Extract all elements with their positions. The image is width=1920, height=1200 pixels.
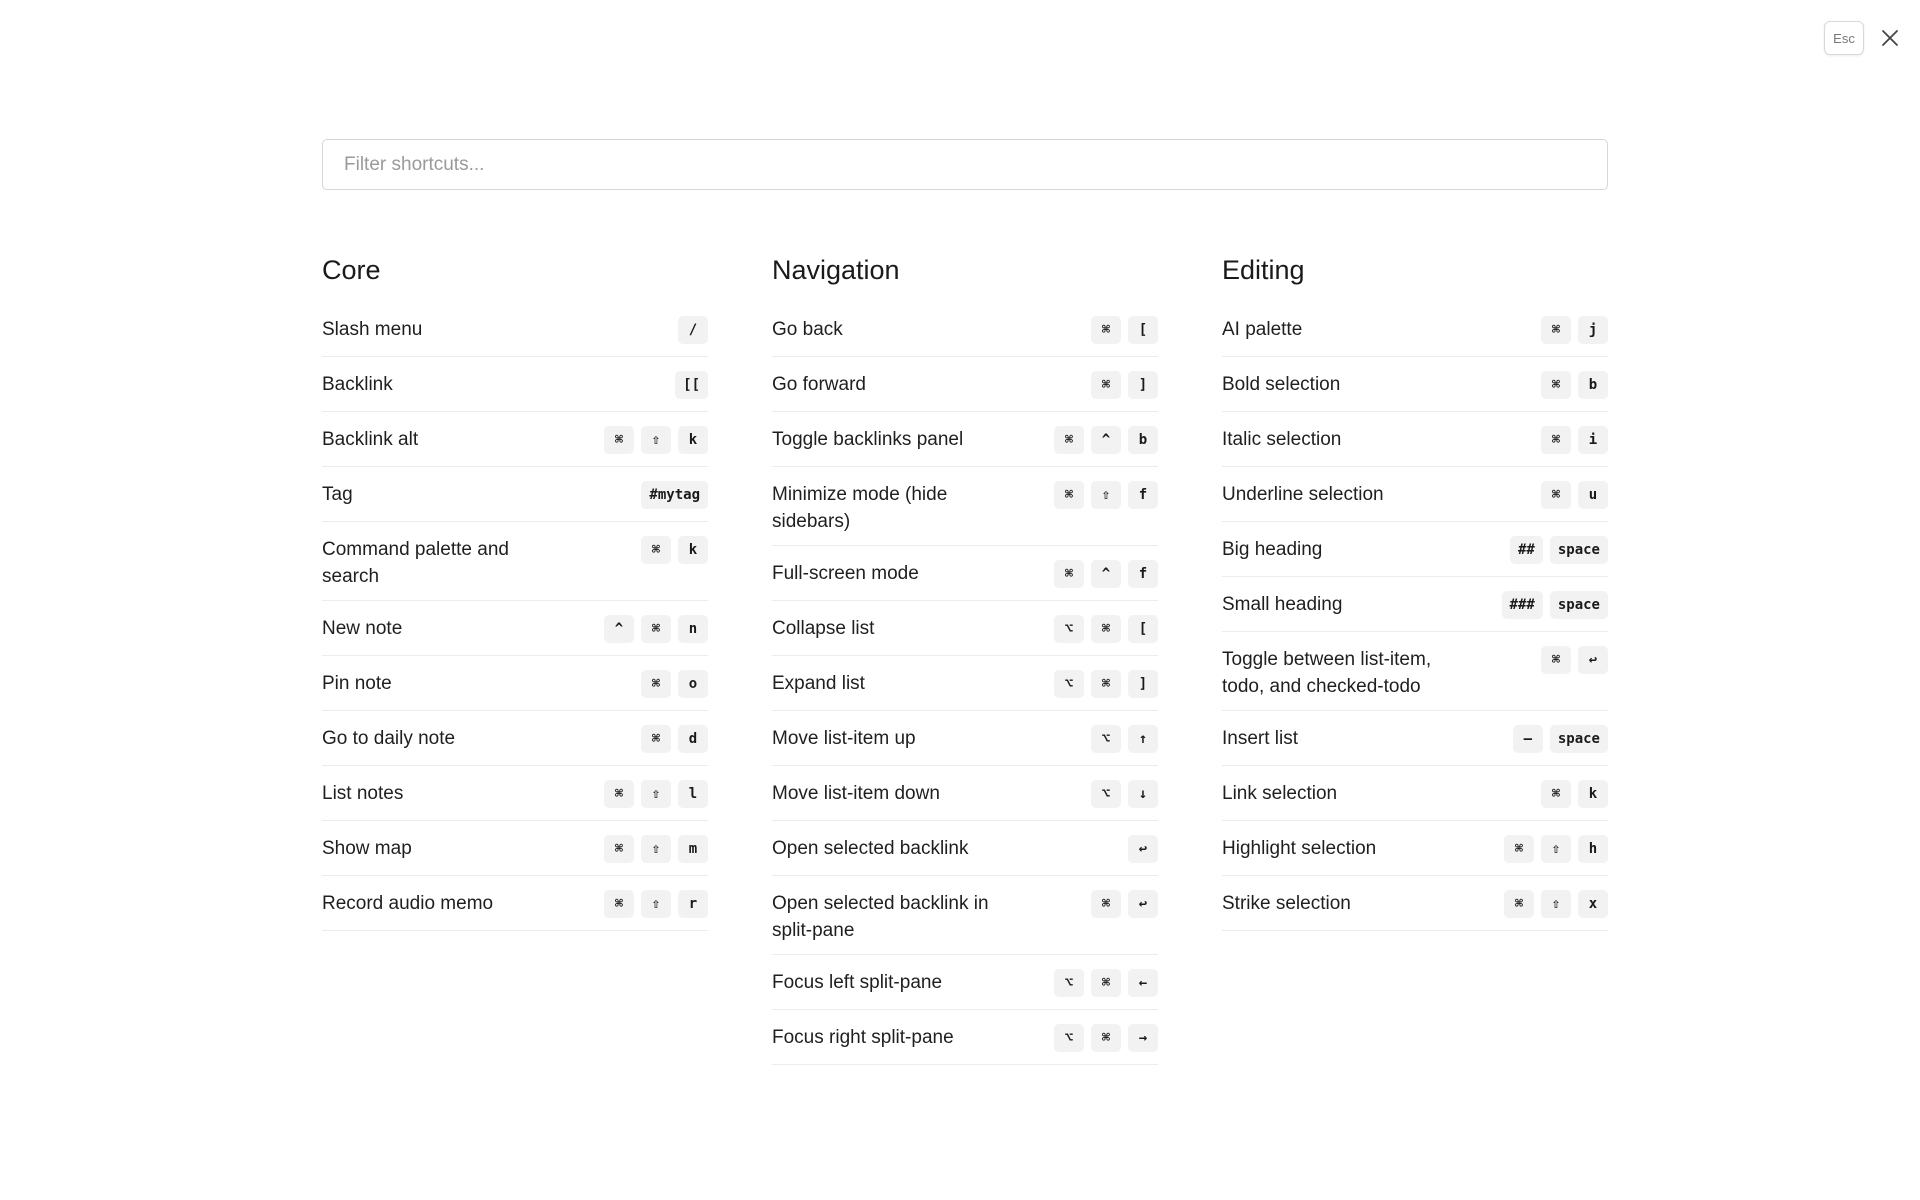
shortcut-row [322, 467, 708, 522]
key-cap: → [1128, 1024, 1158, 1052]
shortcut-row [1222, 412, 1608, 467]
shortcut-keys [1513, 722, 1608, 753]
key-cap: ⇧ [1541, 890, 1571, 918]
shortcut-keys [1054, 478, 1158, 509]
search-container [322, 139, 1608, 190]
shortcut-row [1222, 632, 1608, 711]
key-cap: ] [1128, 670, 1158, 698]
shortcut-keys [1541, 368, 1608, 399]
shortcut-label: New note [322, 618, 403, 639]
key-cap: ⇧ [641, 426, 671, 454]
shortcut-label: Small heading [1222, 594, 1343, 615]
shortcut-row [1222, 711, 1608, 766]
shortcut-row [322, 357, 708, 412]
key-cap: ⌥ [1054, 615, 1084, 643]
shortcut-row [772, 546, 1158, 601]
key-cap: ] [1128, 371, 1158, 399]
key-cap: ⇧ [1541, 835, 1571, 863]
key-cap: h [1578, 835, 1608, 863]
shortcut-keys [641, 478, 708, 509]
key-cap: ⌘ [641, 725, 671, 753]
key-cap: ⌘ [1054, 481, 1084, 509]
key-cap: [ [1128, 615, 1158, 643]
shortcut-row [1222, 467, 1608, 522]
key-cap: ⌘ [1091, 969, 1121, 997]
key-cap: ⌘ [641, 536, 671, 564]
shortcut-keys [1541, 423, 1608, 454]
key-cap: ⌥ [1054, 670, 1084, 698]
shortcut-label: Focus right split-pane [772, 1027, 954, 1048]
shortcut-keys [1502, 588, 1608, 619]
close-button[interactable] [1878, 26, 1902, 50]
shortcut-keys [1504, 887, 1608, 918]
shortcut-keys [604, 777, 708, 808]
shortcut-label: Move list-item down [772, 783, 940, 804]
shortcut-row [1222, 876, 1608, 931]
key-cap: ⌘ [1091, 890, 1121, 918]
shortcut-keys [604, 832, 708, 863]
key-cap: ⌘ [1091, 1024, 1121, 1052]
column-navigation [772, 252, 1158, 1065]
shortcut-label: Open selected backlink [772, 838, 969, 859]
column-core [322, 252, 708, 1065]
key-cap: ⌥ [1091, 780, 1121, 808]
shortcut-label: Insert list [1222, 728, 1299, 749]
shortcut-row [1222, 577, 1608, 632]
key-cap: ⌘ [1054, 426, 1084, 454]
key-cap: ⇧ [641, 835, 671, 863]
key-cap: k [678, 426, 708, 454]
key-cap: ⌘ [604, 780, 634, 808]
shortcut-row [1222, 522, 1608, 577]
key-cap: o [678, 670, 708, 698]
shortcut-label: Italic selection [1222, 429, 1342, 450]
key-cap: j [1578, 316, 1608, 344]
shortcut-label: Go to daily note [322, 728, 456, 749]
shortcut-row [322, 821, 708, 876]
shortcut-label: Strike selection [1222, 893, 1351, 914]
shortcut-label: Focus left split-pane [772, 972, 943, 993]
shortcut-label: Open selected backlink in split-pane [772, 893, 989, 941]
key-cap: ↩ [1578, 646, 1608, 674]
shortcut-keys [641, 667, 708, 698]
shortcut-row [772, 955, 1158, 1010]
key-cap: ⌘ [1504, 890, 1534, 918]
shortcut-row [772, 302, 1158, 357]
close-icon [1881, 29, 1899, 47]
shortcut-row [772, 876, 1158, 955]
key-cap: ## [1510, 536, 1543, 564]
key-cap: ⌘ [1091, 371, 1121, 399]
key-cap: [[ [675, 371, 708, 399]
shortcut-label: Record audio memo [322, 893, 494, 914]
shortcut-row [772, 821, 1158, 876]
shortcut-list [772, 302, 1158, 1065]
shortcut-row [322, 601, 708, 656]
esc-button[interactable]: Esc [1824, 21, 1864, 55]
key-cap: x [1578, 890, 1608, 918]
key-cap: ⇧ [1091, 481, 1121, 509]
shortcut-row [772, 467, 1158, 546]
key-cap: ⌘ [1091, 316, 1121, 344]
column-editing [1222, 252, 1608, 1065]
shortcut-keys [1091, 777, 1158, 808]
shortcut-keys [1054, 966, 1158, 997]
shortcut-row [1222, 357, 1608, 412]
shortcut-label: Move list-item up [772, 728, 916, 749]
shortcut-label: Backlink [322, 374, 393, 395]
shortcut-keys [1091, 368, 1158, 399]
shortcut-row [322, 302, 708, 357]
key-cap: m [678, 835, 708, 863]
key-cap: ⇧ [641, 780, 671, 808]
shortcut-row [322, 656, 708, 711]
shortcut-label: Full-screen mode [772, 563, 919, 584]
shortcut-row [772, 601, 1158, 656]
shortcut-label: Tag [322, 484, 353, 505]
shortcut-label: Minimize mode (hide sidebars) [772, 484, 948, 532]
shortcut-keys [1541, 313, 1608, 344]
shortcut-label: Expand list [772, 673, 865, 694]
key-cap: f [1128, 560, 1158, 588]
shortcut-row [322, 522, 708, 601]
key-cap: [ [1128, 316, 1158, 344]
shortcut-label: Slash menu [322, 319, 423, 340]
key-cap: ⌘ [1541, 426, 1571, 454]
key-cap: ⌘ [1054, 560, 1084, 588]
shortcut-label: Collapse list [772, 618, 875, 639]
shortcut-label: Command palette and search [322, 539, 509, 587]
key-cap: ⌘ [1541, 646, 1571, 674]
key-cap: / [678, 316, 708, 344]
key-cap: ⌘ [1541, 481, 1571, 509]
shortcut-label: Toggle backlinks panel [772, 429, 964, 450]
key-cap: ⌘ [641, 670, 671, 698]
key-cap: ↩ [1128, 835, 1158, 863]
shortcut-keys [1541, 478, 1608, 509]
shortcut-row [322, 766, 708, 821]
key-cap: ⌘ [604, 890, 634, 918]
key-cap: #mytag [641, 481, 708, 509]
key-cap: ⌥ [1091, 725, 1121, 753]
shortcut-row [772, 656, 1158, 711]
key-cap: ⌘ [1091, 670, 1121, 698]
key-cap: i [1578, 426, 1608, 454]
key-cap: ⌘ [604, 835, 634, 863]
column-title: Editing [1222, 255, 1305, 285]
shortcut-label: Go forward [772, 374, 866, 395]
shortcut-keys [1541, 643, 1608, 674]
key-cap: ⌘ [1091, 615, 1121, 643]
key-cap: ^ [1091, 426, 1121, 454]
shortcut-row [1222, 766, 1608, 821]
shortcut-keys [604, 887, 708, 918]
key-cap: ⌥ [1054, 1024, 1084, 1052]
key-cap: space [1550, 591, 1608, 619]
key-cap: ↓ [1128, 780, 1158, 808]
key-cap: u [1578, 481, 1608, 509]
shortcut-keys [1054, 667, 1158, 698]
shortcut-keys [604, 423, 708, 454]
shortcut-label: Highlight selection [1222, 838, 1377, 859]
shortcut-keys [1128, 832, 1158, 863]
key-cap: ⌘ [1541, 780, 1571, 808]
shortcut-list [1222, 302, 1608, 931]
key-cap: ⌘ [1541, 316, 1571, 344]
key-cap: ← [1128, 969, 1158, 997]
shortcut-label: Bold selection [1222, 374, 1341, 395]
shortcut-row [772, 766, 1158, 821]
key-cap: ^ [604, 615, 634, 643]
shortcut-keys [1504, 832, 1608, 863]
key-cap: ⌥ [1054, 969, 1084, 997]
shortcut-row [322, 711, 708, 766]
shortcut-label: List notes [322, 783, 404, 804]
key-cap: ⌘ [604, 426, 634, 454]
key-cap: ↩ [1128, 890, 1158, 918]
shortcut-label: Backlink alt [322, 429, 419, 450]
key-cap: f [1128, 481, 1158, 509]
shortcut-keys [641, 533, 708, 564]
shortcut-label: Toggle between list-item, todo, and checked-todo [1222, 649, 1432, 697]
key-cap: space [1550, 536, 1608, 564]
shortcut-columns [322, 252, 1608, 1065]
shortcut-keys [1054, 1021, 1158, 1052]
key-cap: n [678, 615, 708, 643]
key-cap: ### [1502, 591, 1543, 619]
key-cap: b [1128, 426, 1158, 454]
key-cap: r [678, 890, 708, 918]
key-cap: ↑ [1128, 725, 1158, 753]
shortcut-row [772, 1010, 1158, 1065]
key-cap: ⌘ [1541, 371, 1571, 399]
shortcut-label: Pin note [322, 673, 392, 694]
shortcut-keys [1541, 777, 1608, 808]
key-cap: ^ [1091, 560, 1121, 588]
shortcut-label: Link selection [1222, 783, 1338, 804]
shortcut-keys [604, 612, 708, 643]
shortcut-row [322, 876, 708, 931]
shortcut-keys [678, 313, 708, 344]
key-cap: ⌘ [1504, 835, 1534, 863]
shortcut-label: Show map [322, 838, 412, 859]
shortcut-keys [1054, 612, 1158, 643]
shortcut-label: Big heading [1222, 539, 1323, 560]
shortcut-row [1222, 821, 1608, 876]
filter-shortcuts-input[interactable] [322, 139, 1608, 190]
shortcut-keys [1091, 887, 1158, 918]
shortcut-row [772, 357, 1158, 412]
key-cap: ⇧ [641, 890, 671, 918]
column-title: Core [322, 255, 381, 285]
shortcut-label: Go back [772, 319, 843, 340]
top-bar [1824, 21, 1902, 55]
shortcut-row [1222, 302, 1608, 357]
shortcut-keys [1510, 533, 1608, 564]
column-title: Navigation [772, 255, 900, 285]
shortcut-list [322, 302, 708, 931]
key-cap: – [1513, 725, 1543, 753]
shortcut-row [772, 711, 1158, 766]
key-cap: l [678, 780, 708, 808]
shortcut-keys [1091, 313, 1158, 344]
shortcut-row [322, 412, 708, 467]
key-cap: d [678, 725, 708, 753]
shortcut-keys [675, 368, 708, 399]
shortcut-row [772, 412, 1158, 467]
shortcut-label: Underline selection [1222, 484, 1384, 505]
key-cap: ⌘ [641, 615, 671, 643]
shortcut-keys [1091, 722, 1158, 753]
shortcut-keys [1054, 423, 1158, 454]
key-cap: space [1550, 725, 1608, 753]
key-cap: b [1578, 371, 1608, 399]
key-cap: k [678, 536, 708, 564]
key-cap: k [1578, 780, 1608, 808]
shortcut-label: AI palette [1222, 319, 1303, 340]
shortcut-keys [641, 722, 708, 753]
shortcut-keys [1054, 557, 1158, 588]
